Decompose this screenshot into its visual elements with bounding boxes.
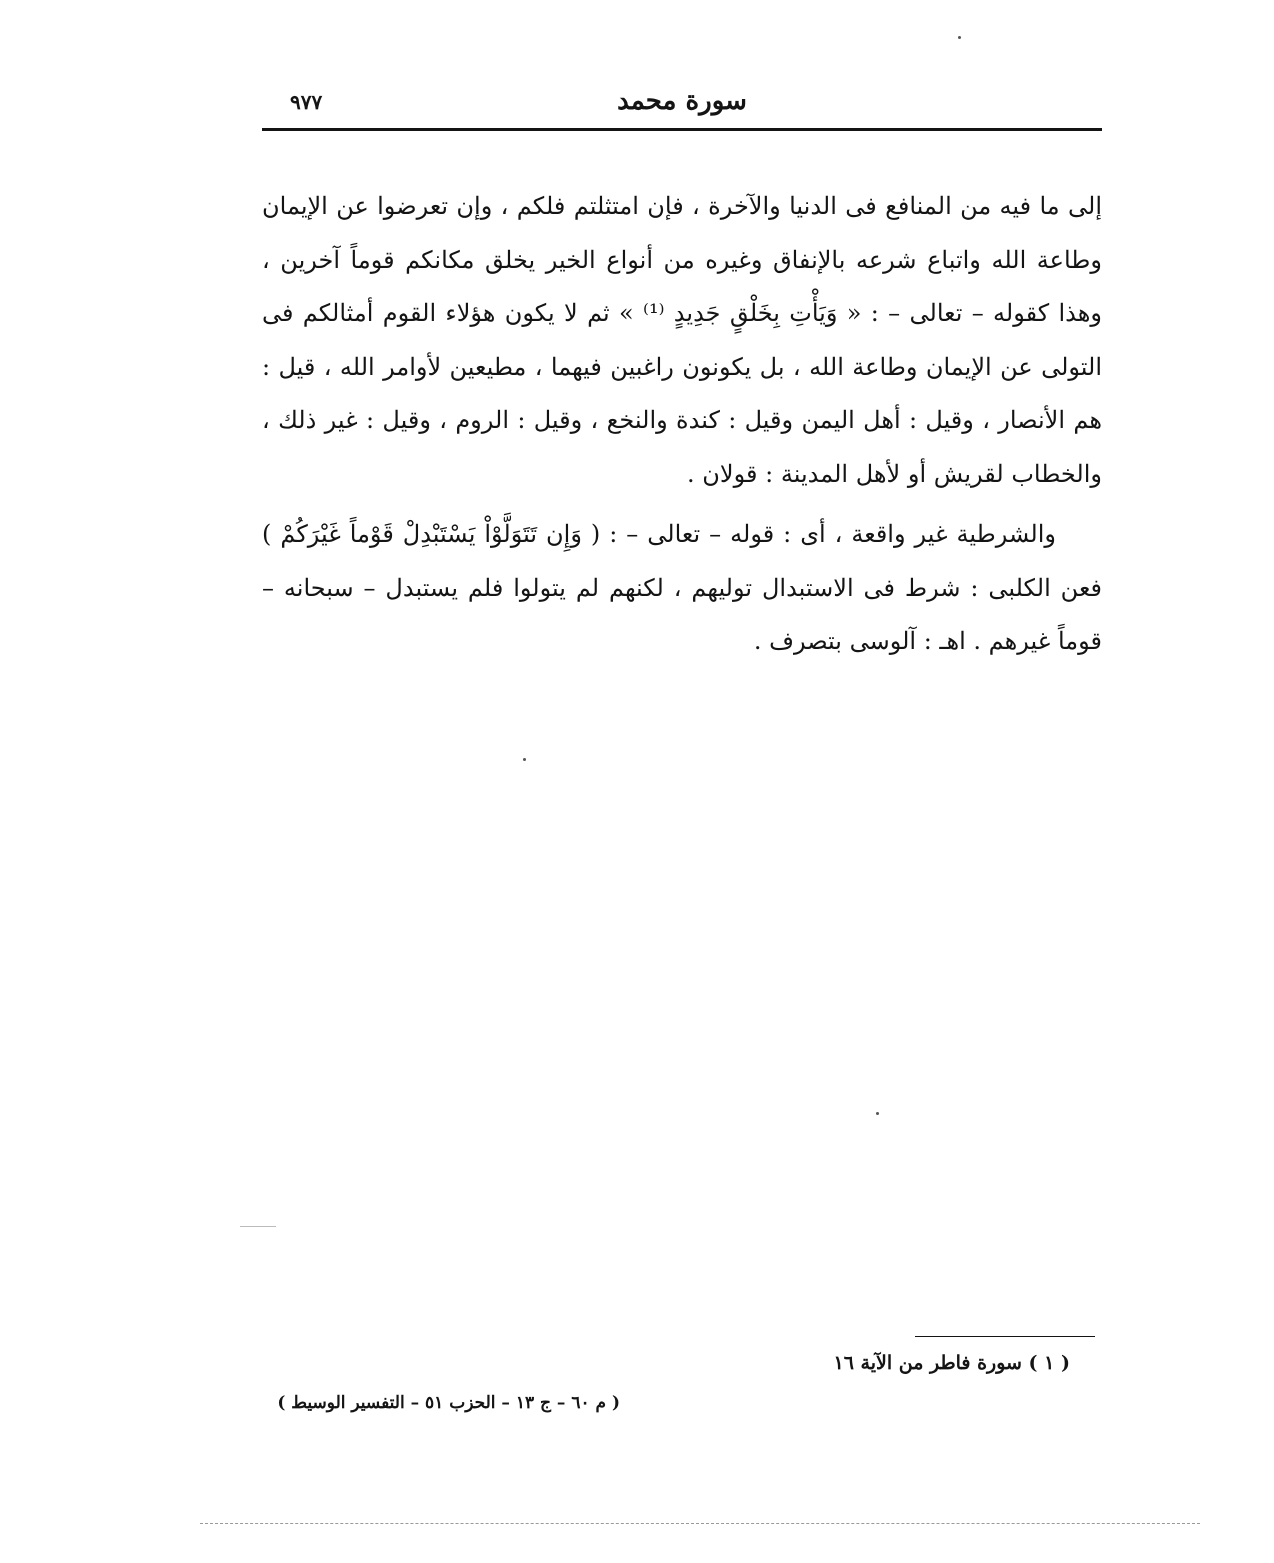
running-title: سورة محمد [617, 86, 747, 116]
scan-speck [958, 36, 961, 39]
scan-speck [523, 758, 526, 761]
header-rule [262, 128, 1102, 131]
scan-speck [876, 1112, 879, 1115]
scan-mark [240, 1226, 276, 1227]
page-header [262, 86, 1102, 122]
scan-edge-line [200, 1523, 1200, 1524]
page-footer: ( م ٦٠ – ج ١٣ – الحزب ٥١ – التفسير الوسيط ) [277, 1393, 620, 1413]
body-paragraph-1: إلى ما فيه من المنافع فى الدنيا والآخرة ، فإن امتثلتم فلكم ، وإن تعرضوا عن الإيمان وطاعة الله واتباع شرعه بالإنفاق وغيره من أنواع الخير يخلق مكانكم قوماً آخرين ، وهذا كقوله – تعالى – : « وَيَأْتِ بِخَلْقٍ جَدِيدٍ ⁽¹⁾ » ثم لا يكون هؤلاء القوم أمثالكم فى التولى عن الإيمان وطاعة الله ، بل يكونون راغبين فيهما ، مطيعين لأوامر الله ، قيل : هم الأنصار ، وقيل : أهل اليمن وقيل : كندة والنخع ، وقيل : الروم ، وقيل : غير ذلك ، والخطاب لقريش أو لأهل المدينة : قولان . [262, 192, 1103, 488]
page-number: ٩٧٧ [290, 90, 323, 114]
footnote: ( ١ ) سورة فاطر من الآية ١٦ [833, 1352, 1070, 1374]
footnote-rule [915, 1336, 1095, 1337]
body-paragraph-2: والشرطية غير واقعة ، أى : قوله – تعالى – : ( وَإِن تَتَوَلَّوْاْ يَسْتَبْدِلْ قَوْماً غَيْرَكُمْ ) فعن الكلبى : شرط فى الاستبدال توليهم ، لكنهم لم يتولوا فلم يستبدل – سبحانه – قوماً غيرهم . اهـ : آلوسى بتصرف . [262, 520, 1102, 655]
